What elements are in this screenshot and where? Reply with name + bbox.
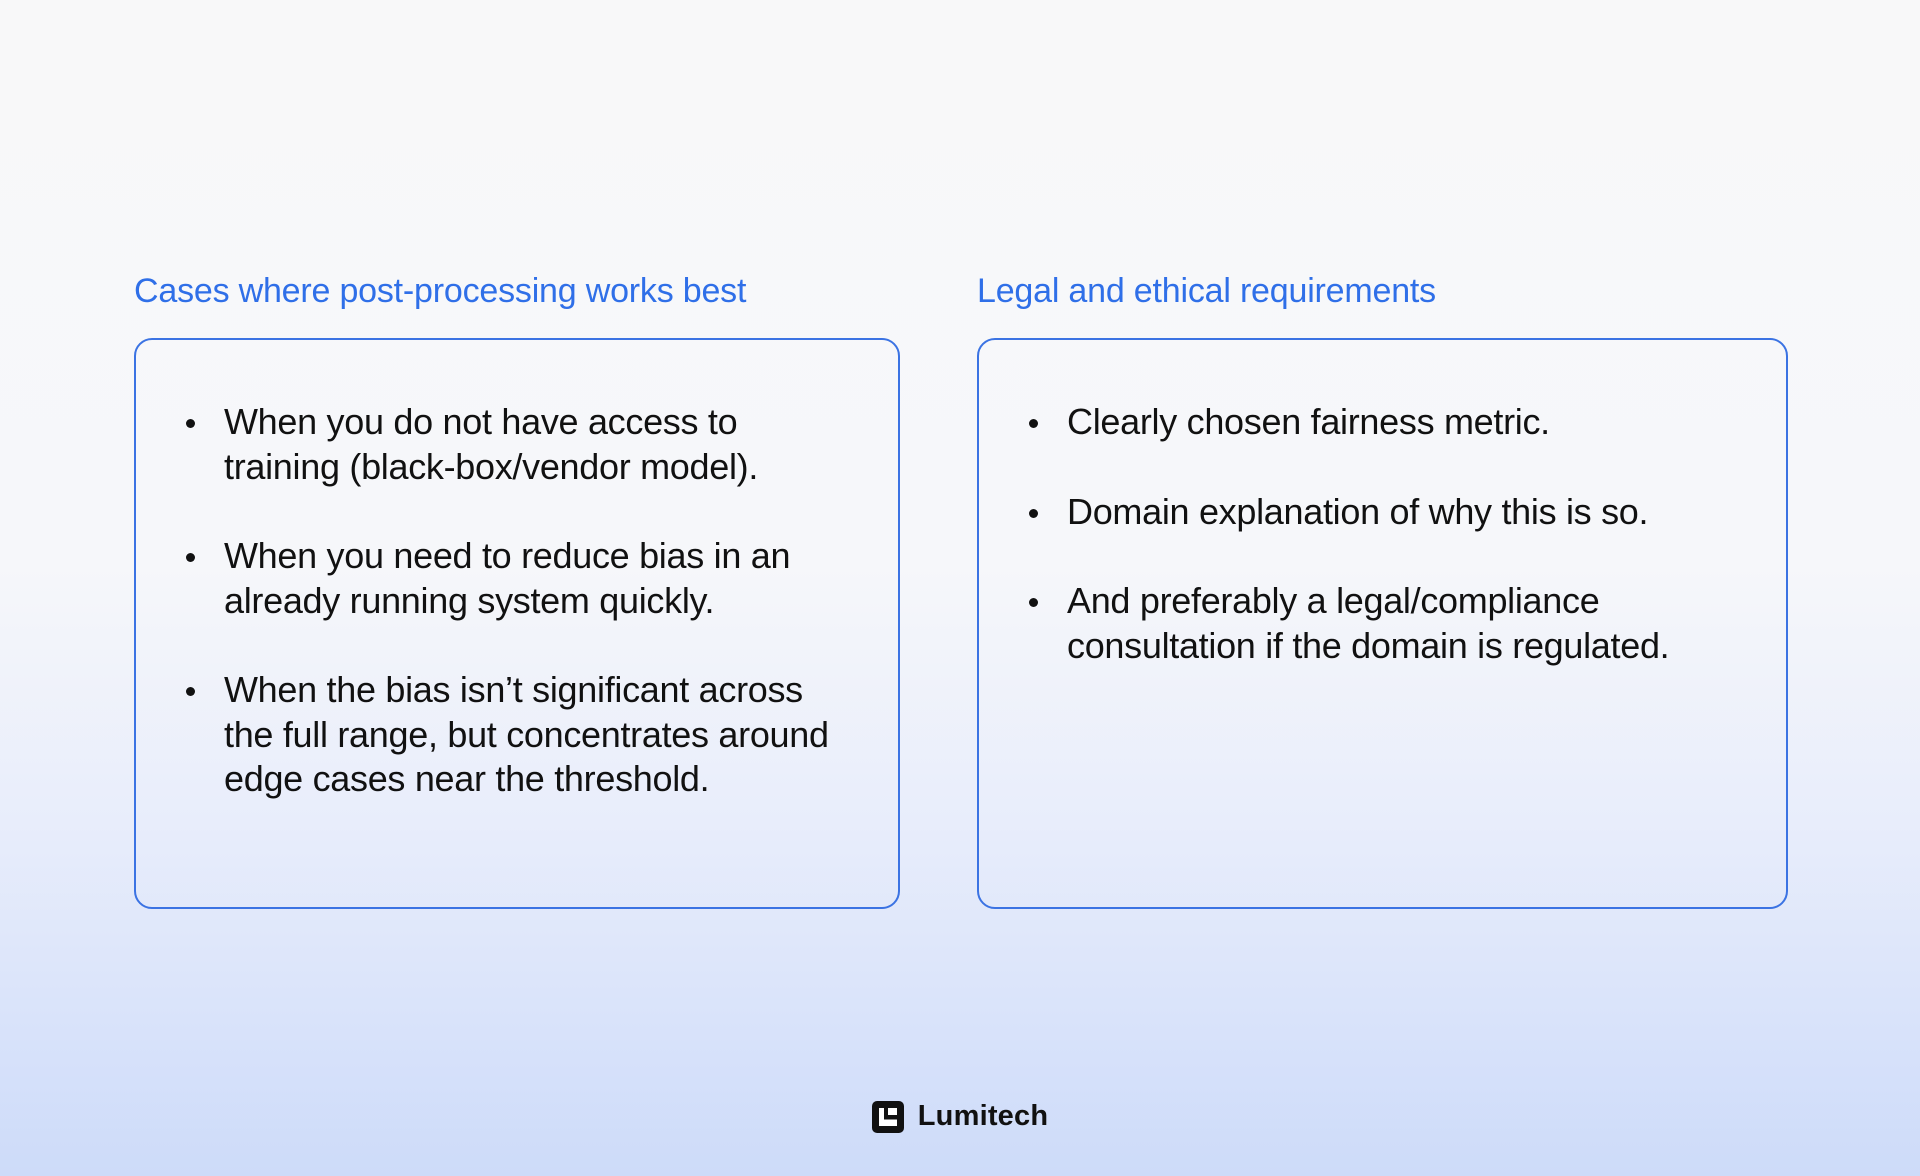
- bullet-icon: [1029, 509, 1038, 518]
- right-card: [977, 338, 1788, 909]
- left-section: [134, 268, 900, 909]
- list-item-text: When you need to reduce bias in an already running system quickly.: [224, 535, 791, 621]
- bullet-icon: [1029, 419, 1038, 428]
- right-section-heading: Legal and ethical requirements: [977, 272, 1436, 310]
- list-item: [184, 668, 858, 802]
- left-card: [134, 338, 900, 909]
- bullet-icon: [186, 553, 195, 562]
- left-section-heading: Cases where post-processing works best: [134, 272, 747, 310]
- bullet-icon: [186, 687, 195, 696]
- bullet-icon: [186, 419, 195, 428]
- list-item-text: Domain explanation of why this is so.: [1067, 490, 1649, 532]
- lumitech-logo-icon: [872, 1101, 904, 1133]
- list-item-text: When you do not have access to training (black-box/vendor model).: [224, 401, 759, 487]
- list-item: [1027, 400, 1746, 445]
- list-item: [1027, 579, 1746, 668]
- bullet-icon: [1029, 598, 1038, 607]
- list-item-text: And preferably a legal/compliance consultation if the domain is regulated.: [1067, 580, 1670, 666]
- footer-brand: [0, 1100, 1920, 1133]
- list-item: [184, 400, 858, 489]
- list-item-text: Clearly chosen fairness metric.: [1067, 401, 1550, 442]
- list-item: [184, 534, 858, 623]
- right-bullet-list: [1027, 400, 1746, 668]
- left-bullet-list: [184, 400, 858, 802]
- brand-name: Lumitech: [917, 1100, 1049, 1132]
- list-item: [1027, 490, 1746, 535]
- right-section: [977, 268, 1788, 909]
- list-item-text: When the bias isn’t significant across the full range, but concentrates around edge cases near the threshold.: [224, 669, 829, 799]
